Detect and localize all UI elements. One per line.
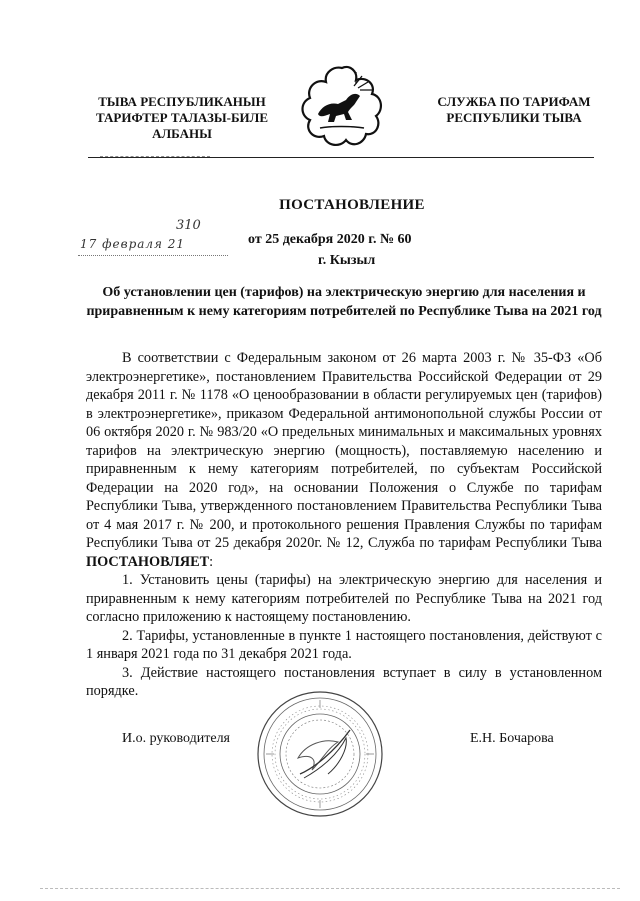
header-right-line: РЕСПУБЛИКИ ТЫВА <box>446 110 582 125</box>
document-subject: Об установлении цен (тарифов) на электрическую энергию для населения и приравненным к нему категориям потребителей по Республике Тыва на 2021 год <box>86 285 602 319</box>
document-title: ПОСТАНОВЛЕНИЕ <box>279 197 425 213</box>
header-divider-dotted <box>100 156 210 157</box>
header-left-line: ТЫВА РЕСПУБЛИКАНЫН <box>98 94 266 109</box>
header-right-russian <box>414 94 614 126</box>
body-paragraph: 2. Тарифы, установленные в пункте 1 настоящего постановления, действуют с 1 января 2021 года по 31 декабря 2021 года. <box>86 627 602 662</box>
handwritten-underline <box>78 255 228 256</box>
header-left-line: ТАРИФТЕР ТАЛАЗЫ-БИЛЕ <box>95 110 269 125</box>
header-left-line: АЛБАНЫ <box>152 126 212 141</box>
header-left-tuvan <box>82 94 282 142</box>
signatory-name: Е.Н. Бочарова <box>470 731 554 746</box>
body-paragraph: 3. Действие настоящего постановления вступает в силу в установленном порядке. <box>86 664 602 699</box>
document-dateline: от 25 декабря 2020 г. № 60 <box>248 232 412 247</box>
document-body <box>86 349 602 701</box>
signatory-role: И.о. руководителя <box>122 731 231 746</box>
round-seal-stamp-icon <box>252 688 388 820</box>
body-text: : <box>209 553 214 570</box>
handwritten-date: 17 февраля 21 <box>80 237 186 251</box>
handwritten-number: 310 <box>176 218 201 233</box>
resolves-keyword: ПОСТАНОВЛЯЕТ <box>86 553 210 570</box>
body-paragraph: 1. Установить цены (тарифы) на электрическую энергию для населения и приравненным к нему категориям потребителей по Республике Тыва на 2021 год согласно приложению к настоящему постановлению. <box>86 572 602 625</box>
header-divider <box>88 157 594 158</box>
tuva-emblem-icon <box>296 62 388 148</box>
footer-divider <box>40 888 620 889</box>
document-city: г. Кызыл <box>318 253 376 268</box>
body-paragraph <box>86 349 602 571</box>
body-text: В соответствии с Федеральным законом от 26 марта 2003 г. № 35-ФЗ «Об электроэнергетике», постановлением Правительства Российской Федерации от 29 декабря 2011 г. № 1178 «О ценообразовании в области регулируемых цен (тарифов) в электроэнергетике», приказом Федеральной антимонопольной службы России от 06 октября 2020 г. № 983/20 «О предельных минимальных и максимальных уровнях тарифов на электрическую энергию (мощность), поставляемую населению и приравненным к нему категориям потребителей, по субъектам Российской Федерации на 2020 год», на основании Положения о Службе по тарифам Республики Тыва, утвержденного постановлением Правительства Республики Тыва от 4 мая 2017 г. № 200, и протокольного решения Правления Службы по тарифам Республики Тыва от 25 декабря 2020г. № 12, Служба по тарифам Республики Тыва <box>86 350 602 551</box>
header-right-line: СЛУЖБА ПО ТАРИФАМ <box>437 94 591 109</box>
